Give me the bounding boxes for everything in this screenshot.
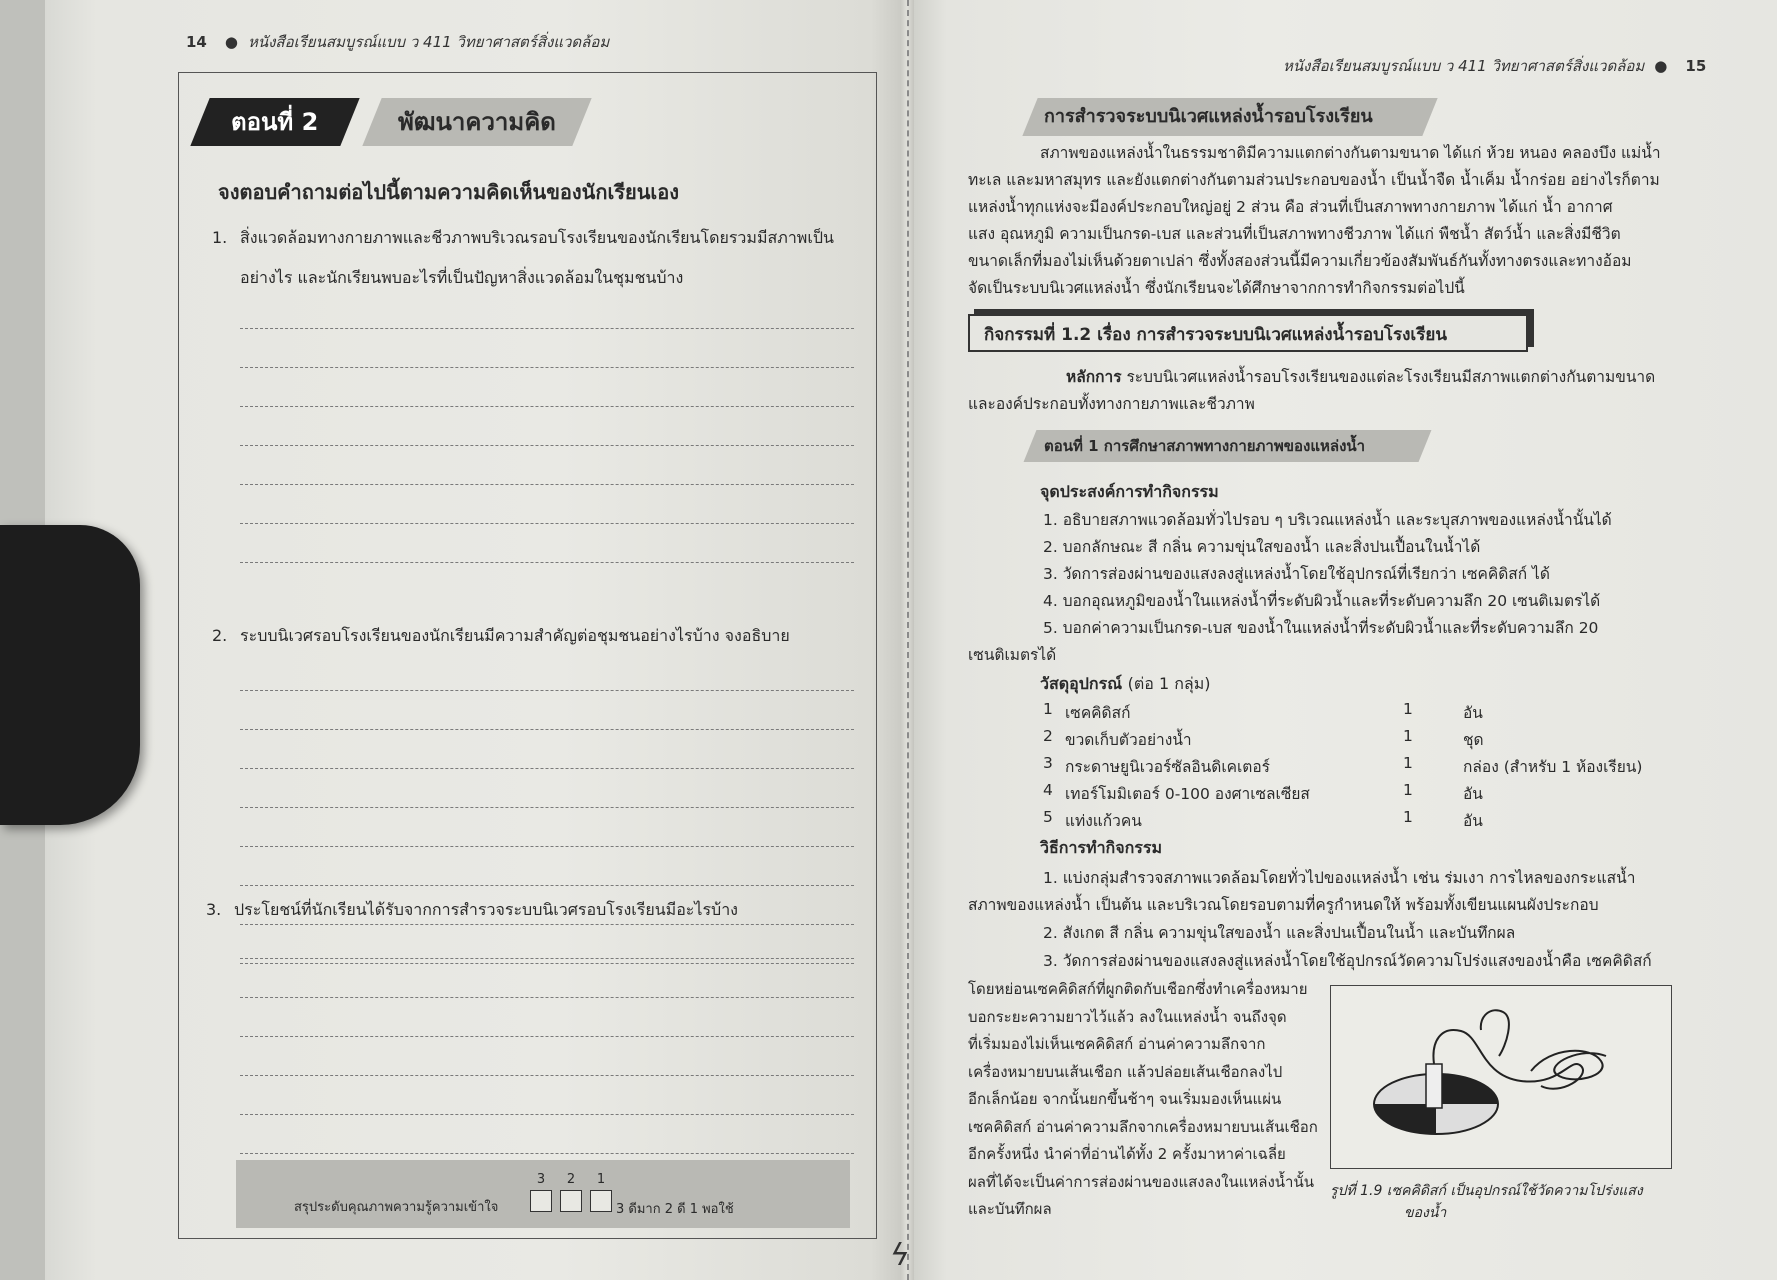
question-number: 2. [212,626,228,645]
step-3-cont [968,976,1318,1224]
method-heading: วิธีการทำกิจกรรม [1040,838,1163,857]
objective-2: 2. บอกลักษณะ สี กลิ่น ความขุ่นใสของน้ำ และสิ่งปนเปื้อนในน้ำได้ [1043,538,1481,556]
bullet-icon: ● [224,33,238,51]
objectives-heading: จุดประสงค์การทำกิจกรรม [1040,482,1219,501]
materials-note: (ต่อ 1 กลุ่ม) [1127,674,1211,693]
caption-line-1: รูปที่ 1.9 เซคคิดิสก์ เป็นอุปกรณ์ใช้วัดความโปร่งแสง [1330,1183,1643,1199]
objective-5-cont: เซนติเมตรได้ [968,646,1057,664]
step-3-line: อีกเล็กน้อย จากนั้นยกขึ้นช้าๆ จนเริ่มมองเห็นแผ่น [968,1090,1282,1108]
answer-lines-1[interactable] [240,290,854,563]
step-3: 3. วัดการส่องผ่านของแสงลงสู่แหล่งน้ำโดยใช้อุปกรณ์วัดความโปร่งแสงของน้ำคือ เซคคิดิสก์ [1043,952,1652,970]
part-title: พัฒนาความคิด [362,98,591,146]
question-2 [212,616,790,656]
section-banner: การสำรวจระบบนิเวศแหล่งน้ำรอบโรงเรียน [1022,98,1437,136]
step-1: 1. แบ่งกลุ่มสำรวจสภาพแวดล้อมโดยทั่วไปของแหล่งน้ำ เช่น ร่มเงา การไหลของกระแสน้ำ [1043,869,1636,887]
step-3-line: ที่เริ่มมองไม่เห็นเซคคิดิสก์ อ่านค่าความลึกจาก [968,1035,1266,1053]
question-number: 3. [206,900,222,919]
intro-line: สภาพของแหล่งน้ำในธรรมชาติมีความแตกต่างกันตามขนาด ได้แก่ ห้วย หนอง คลองบึง แม่น้ำ [1040,144,1661,162]
question-text: สิ่งแวดล้อมทางกายภาพและชีวภาพบริเวณรอบโรงเรียนของนักเรียนโดยรวมมีสภาพเป็น [240,228,834,247]
intro-line: ทะเล และมหาสมุทร และยังแตกต่างกันตามส่วนประกอบของน้ำ เป็นน้ำจืด น้ำเค็ม น้ำกร่อย อย่างไรก็ตาม [968,171,1660,189]
materials-heading: วัสดุอุปกรณ์ (ต่อ 1 กลุ่ม) [1040,674,1211,693]
question-1 [212,218,834,298]
step-3-line: โดยหย่อนเซคคิดิสก์ที่ผูกติดกับเชือกซึ่งทำเครื่องหมาย [968,980,1308,998]
intro-line: แสง อุณหภูมิ ความเป็นกรด-เบส และส่วนที่เป็นสภาพทางชีวภาพ ได้แก่ พืชน้ำ สัตว์น้ำ และสิ่งมีชีวิต [968,225,1621,243]
intro-paragraph [968,140,1673,302]
question-text: ระบบนิเวศรอบโรงเรียนของนักเรียนมีความสำคัญต่อชุมชนอย่างไรบ้าง จงอธิบาย [240,626,790,645]
secchi-disk-icon [1331,986,1671,1168]
figure-caption [1330,1180,1643,1224]
left-running-head [178,30,609,54]
quality-summary-box [236,1160,850,1228]
checkbox-score-2[interactable] [560,1190,582,1212]
bullet-icon: ● [1654,57,1668,75]
summary-scores [526,1172,616,1187]
principle-text: ระบบนิเวศแหล่งน้ำรอบโรงเรียนของแต่ละโรงเรียนมีสภาพแตกต่างกันตามขนาด [1126,368,1656,386]
right-running-head [1283,54,1714,78]
book-spread: 14 ● หนังสือเรียนสมบูรณ์แบบ ว 411 วิทยาศาสตร์สิ่งแวดล้อม ตอนที่ 2 พัฒนาความคิด จงตอบคำถามต่อไปนี้ตามความคิดเห็นของนักเรียนเอง 1. สิ่งแวดล้อมทางกายภาพและชีวภาพบริเวณรอบโรงเรียนของนักเรียนโดยรวมมีสภาพเป็น อย่างไร และนักเรียนพบอะไรที่เป็นปัญหาสิ่งแวดล้อมในชุมชนบ้าง 2. ระบบนิเวศรอบโรงเรียนของนักเรียนมีความสำคัญต่อชุมชนอย่างไรบ้าง จงอธิบาย 3. ประโยชน์ที่นักเรียนได้รับจากการสำรวจระบบนิเวศรอบโรงเรียนมีอะไรบ้าง สรุประดับคุณภาพความรู้ความเข้าใจ 3 2 1 3 ดีมาก 2 ดี 1 พอใช้ ϟ หนังสือเรียนสมบูรณ์แบบ ว 411 วิทยาศาสตร์สิ่งแวดล้อม ● 15 การสำรวจระบบนิเวศแหล่งน้ำรอบโรงเรียน สภาพของแหล่งน้ำในธรรมชาติมีความแตกต่างกันตามขนาด ได้แก่ ห้วย หนอง คลองบึง แม่น้ำ ทะเล และมหาสมุทร และยังแตกต่างกันตามส่วนประกอบของน้ำ เป็นน้ำจืด น้ำเค็ม น้ำกร่อย อย่างไรก็ตาม แหล่งน้ำทุกแห่งจะมีองค์ประกอบใหญ่อยู่ 2 ส่วน คือ ส่วนที่เป็นสภาพทางกายภาพ ได้แก่ น้ำ อากาศ แสง อุณหภูมิ ความเป็นกรด-เบส และส่วนที่เป็นสภาพทางชีวภาพ ได้แก่ พืชน้ำ สัตว์น้ำ และสิ่งมีชีวิต ขนาดเล็กที่มองไม่เห็นด้วยตาเปล่า ซึ่งทั้งสองส่วนนี้มีความเกี่ยวข้องสัมพันธ์กันทั้งทางตรงและทางอ้อม จัดเป็นระบบนิเวศแหล่งน้ำ ซึ่งนักเรียนจะได้ศึกษาจากการทำกิจกรรมต่อไปนี้ กิจกรรมที่ 1.2 เรื่อง การสำรวจระบบนิเวศแหล่งน้ำรอบโรงเรียน หลักการ ระบบนิเวศแหล่งน้ำรอบโรงเรียนของแต่ละโรงเรียนมีสภาพแตกต่างกันตามขนาด และองค์ประกอบทั้งทางกายภาพและชีวภาพ ตอนที่ 1 การศึกษาสภาพทางกายภาพของแหล่งน้ำ จุดประสงค์การทำกิจกรรม 1. อธิบายสภาพแวดล้อมทั่วไปรอบ ๆ บริเวณแหล่งน้ำ และระบุสภาพของแหล่งน้ำนั้นได้ 2. บอกลักษณะ สี กลิ่น ความขุ่นใสของน้ำ และสิ่งปนเปื้อนในน้ำได้ 3. วัดการส่องผ่านของแสงลงสู่แหล่งน้ำโดยใช้อุปกรณ์ที่เรียกว่า เซคคิดิสก์ ได้ 4. บอกอุณหภูมิของน้ำในแหล่งน้ำที่ระดับผิวน้ำและที่ระดับความลึก 20 เซนติเมตรได้ 5. บอกค่าความเป็นกรด-เบส ของน้ำในแหล่งน้ำที่ระดับผิวน้ำและที่ระดับความลึก 20 เซนติเมตรได้ วัสดุอุปกรณ์ (ต่อ 1 กลุ่ม) 1 เซคคิดิสก์ 1 อัน 2 ขวดเก็บตัวอย่างน้ำ 1 ชุด 3 กระดาษยูนิเวอร์ซัลอินดิเคเตอร์ 1 กล่อง (สำหรับ 1 ห้องเรียน) 4 เทอร์โมมิเตอร์ 0-100 องศาเซลเซียส 1 อัน 5 แท่งแก้วคน 1 อัน วิธีการทำกิจกรรม 1. แบ่งกลุ่มสำรวจสภาพแวดล้อมโดยทั่วไปของแหล่งน้ำ เช่น ร่มเงา การไหลของกระแสน้ำ สภาพของแหล่งน้ำ เป็นต้น และบริเวณโดยรอบตามที่ครูกำหนดให้ พร้อมทั้งเขียนแผนผังประกอบ 2. สังเกต สี กลิ่น ความขุ่นใสของน้ำ และสิ่งปนเปื้อนในน้ำ และบันทึกผล 3. วัดการส่องผ่านของแสงลงสู่แหล่งน้ำโดยใช้อุปกรณ์วัดความโปร่งแสงของน้ำคือ เซคคิดิสก์ โดยหย่อนเซคคิดิสก์ที่ผูกติดกับเชือกซึ่งทำเครื่องหมาย บอกระยะความยาวไว้แล้ว ลงในแหล่งน้ำ จนถึงจุด ที่เริ่มมองไม่เห็นเซคคิดิสก์ อ่านค่าความลึกจาก เครื่องหมายบนเส้นเชือก แล้วปล่อยเส้นเชือกลงไป อีกเล็กน้อย จากนั้นยกขึ้นช้าๆ จนเริ่มมองเห็นแผ่น เซคคิดิสก์ อ่านค่าความลึกจากเครื่องหมายบนเส้นเชือก อีกครั้งหนึ่ง นำค่าที่อ่านได้ทั้ง 2 ครั้งมาหาค่าเฉลี่ย ผลที่ได้จะเป็นค่าการส่องผ่านของแสงลงในแหล่งน้ำนั้น และบันทึกผล รูปที่ 1.9 เซคคิดิสก์ เป็นอุปกรณ์ใช้วัดความโปร่งแสง ของน้ำ [0,0,1777,1280]
right-book-title: หนังสือเรียนสมบูรณ์แบบ ว 411 วิทยาศาสตร์สิ่งแวดล้อม [1283,57,1645,75]
part1-banner: ตอนที่ 1 การศึกษาสภาพทางกายภาพของแหล่งน้ำ [1024,430,1432,462]
summary-legend: 3 ดีมาก 2 ดี 1 พอใช้ [616,1202,734,1217]
instruction: จงตอบคำถามต่อไปนี้ตามความคิดเห็นของนักเรียนเอง [218,180,680,204]
answer-lines-3[interactable] [240,920,854,1154]
principle-paragraph [968,364,1673,418]
part-tag: ตอนที่ 2 [190,98,359,146]
checkbox-score-3[interactable] [530,1190,552,1212]
intro-line: ขนาดเล็กที่มองไม่เห็นด้วยตาเปล่า ซึ่งทั้งสองส่วนนี้มีความเกี่ยวข้องสัมพันธ์กันทั้งทางตรงและทางอ้อม [968,252,1632,270]
step-3-line: อีกครั้งหนึ่ง นำค่าที่อ่านได้ทั้ง 2 ครั้งมาหาค่าเฉลี่ย [968,1145,1286,1163]
question-text: ประโยชน์ที่นักเรียนได้รับจากการสำรวจระบบนิเวศรอบโรงเรียนมีอะไรบ้าง [234,900,738,919]
gutter-stitch-line [907,0,909,1280]
step-3-line: บอกระยะความยาวไว้แล้ว ลงในแหล่งน้ำ จนถึงจุด [968,1007,1287,1026]
question-text-cont: อย่างไร และนักเรียนพบอะไรที่เป็นปัญหาสิ่งแวดล้อมในชุมชนบ้าง [240,268,684,287]
principle-label: หลักการ [1066,368,1122,386]
step-3-line: และบันทึกผล [968,1200,1052,1218]
question-number: 1. [212,228,228,247]
intro-line: จัดเป็นระบบนิเวศแหล่งน้ำ ซึ่งนักเรียนจะได้ศึกษาจากการทำกิจกรรมต่อไปนี้ [968,279,1465,297]
objective-3: 3. วัดการส่องผ่านของแสงลงสู่แหล่งน้ำโดยใช้อุปกรณ์ที่เรียกว่า เซคคิดิสก์ ได้ [1043,565,1550,583]
right-page-number: 15 [1685,57,1707,75]
score-1: 1 [596,1172,606,1187]
left-page-number: 14 [186,33,207,51]
intro-line: แหล่งน้ำทุกแห่งจะมีองค์ประกอบใหญ่อยู่ 2 ส่วน คือ ส่วนที่เป็นสภาพทางกายภาพ ได้แก่ น้ำ อากาศ [968,198,1613,216]
thumb-holding-page [0,525,140,825]
caption-line-2: ของน้ำ [1404,1205,1447,1221]
summary-label: สรุประดับคุณภาพความรู้ความเข้าใจ [294,1200,499,1215]
pen-mark: ϟ [890,1238,910,1273]
score-3: 3 [536,1172,546,1187]
left-book-title: หนังสือเรียนสมบูรณ์แบบ ว 411 วิทยาศาสตร์สิ่งแวดล้อม [247,33,610,51]
objective-5: 5. บอกค่าความเป็นกรด-เบส ของน้ำในแหล่งน้ำที่ระดับผิวน้ำและที่ระดับความลึก 20 [1043,619,1599,637]
principle-text-cont: และองค์ประกอบทั้งทางกายภาพและชีวภาพ [968,395,1255,413]
step-2: 2. สังเกต สี กลิ่น ความขุ่นใสของน้ำ และสิ่งปนเปื้อนในน้ำ และบันทึกผล [1043,924,1516,942]
figure-secchi-disk [1330,985,1672,1169]
step-1-cont: สภาพของแหล่งน้ำ เป็นต้น และบริเวณโดยรอบตามที่ครูกำหนดให้ พร้อมทั้งเขียนแผนผังประกอบ [968,896,1599,914]
step-3-line: ผลที่ได้จะเป็นค่าการส่องผ่านของแสงลงในแหล่งน้ำนั้น [968,1172,1314,1191]
objective-4: 4. บอกอุณหภูมิของน้ำในแหล่งน้ำที่ระดับผิวน้ำและที่ระดับความลึก 20 เซนติเมตรได้ [1043,592,1601,610]
score-2: 2 [566,1172,576,1187]
step-3-line: เซคคิดิสก์ อ่านค่าความลึกจากเครื่องหมายบนเส้นเชือก [968,1117,1318,1136]
step-3-line: เครื่องหมายบนเส้นเชือก แล้วปล่อยเส้นเชือกลงไป [968,1062,1283,1081]
objective-1: 1. อธิบายสภาพแวดล้อมทั่วไปรอบ ๆ บริเวณแหล่งน้ำ และระบุสภาพของแหล่งน้ำนั้นได้ [1043,511,1612,529]
checkbox-score-1[interactable] [590,1190,612,1212]
activity-title-box: กิจกรรมที่ 1.2 เรื่อง การสำรวจระบบนิเวศแหล่งน้ำรอบโรงเรียน [968,314,1528,352]
